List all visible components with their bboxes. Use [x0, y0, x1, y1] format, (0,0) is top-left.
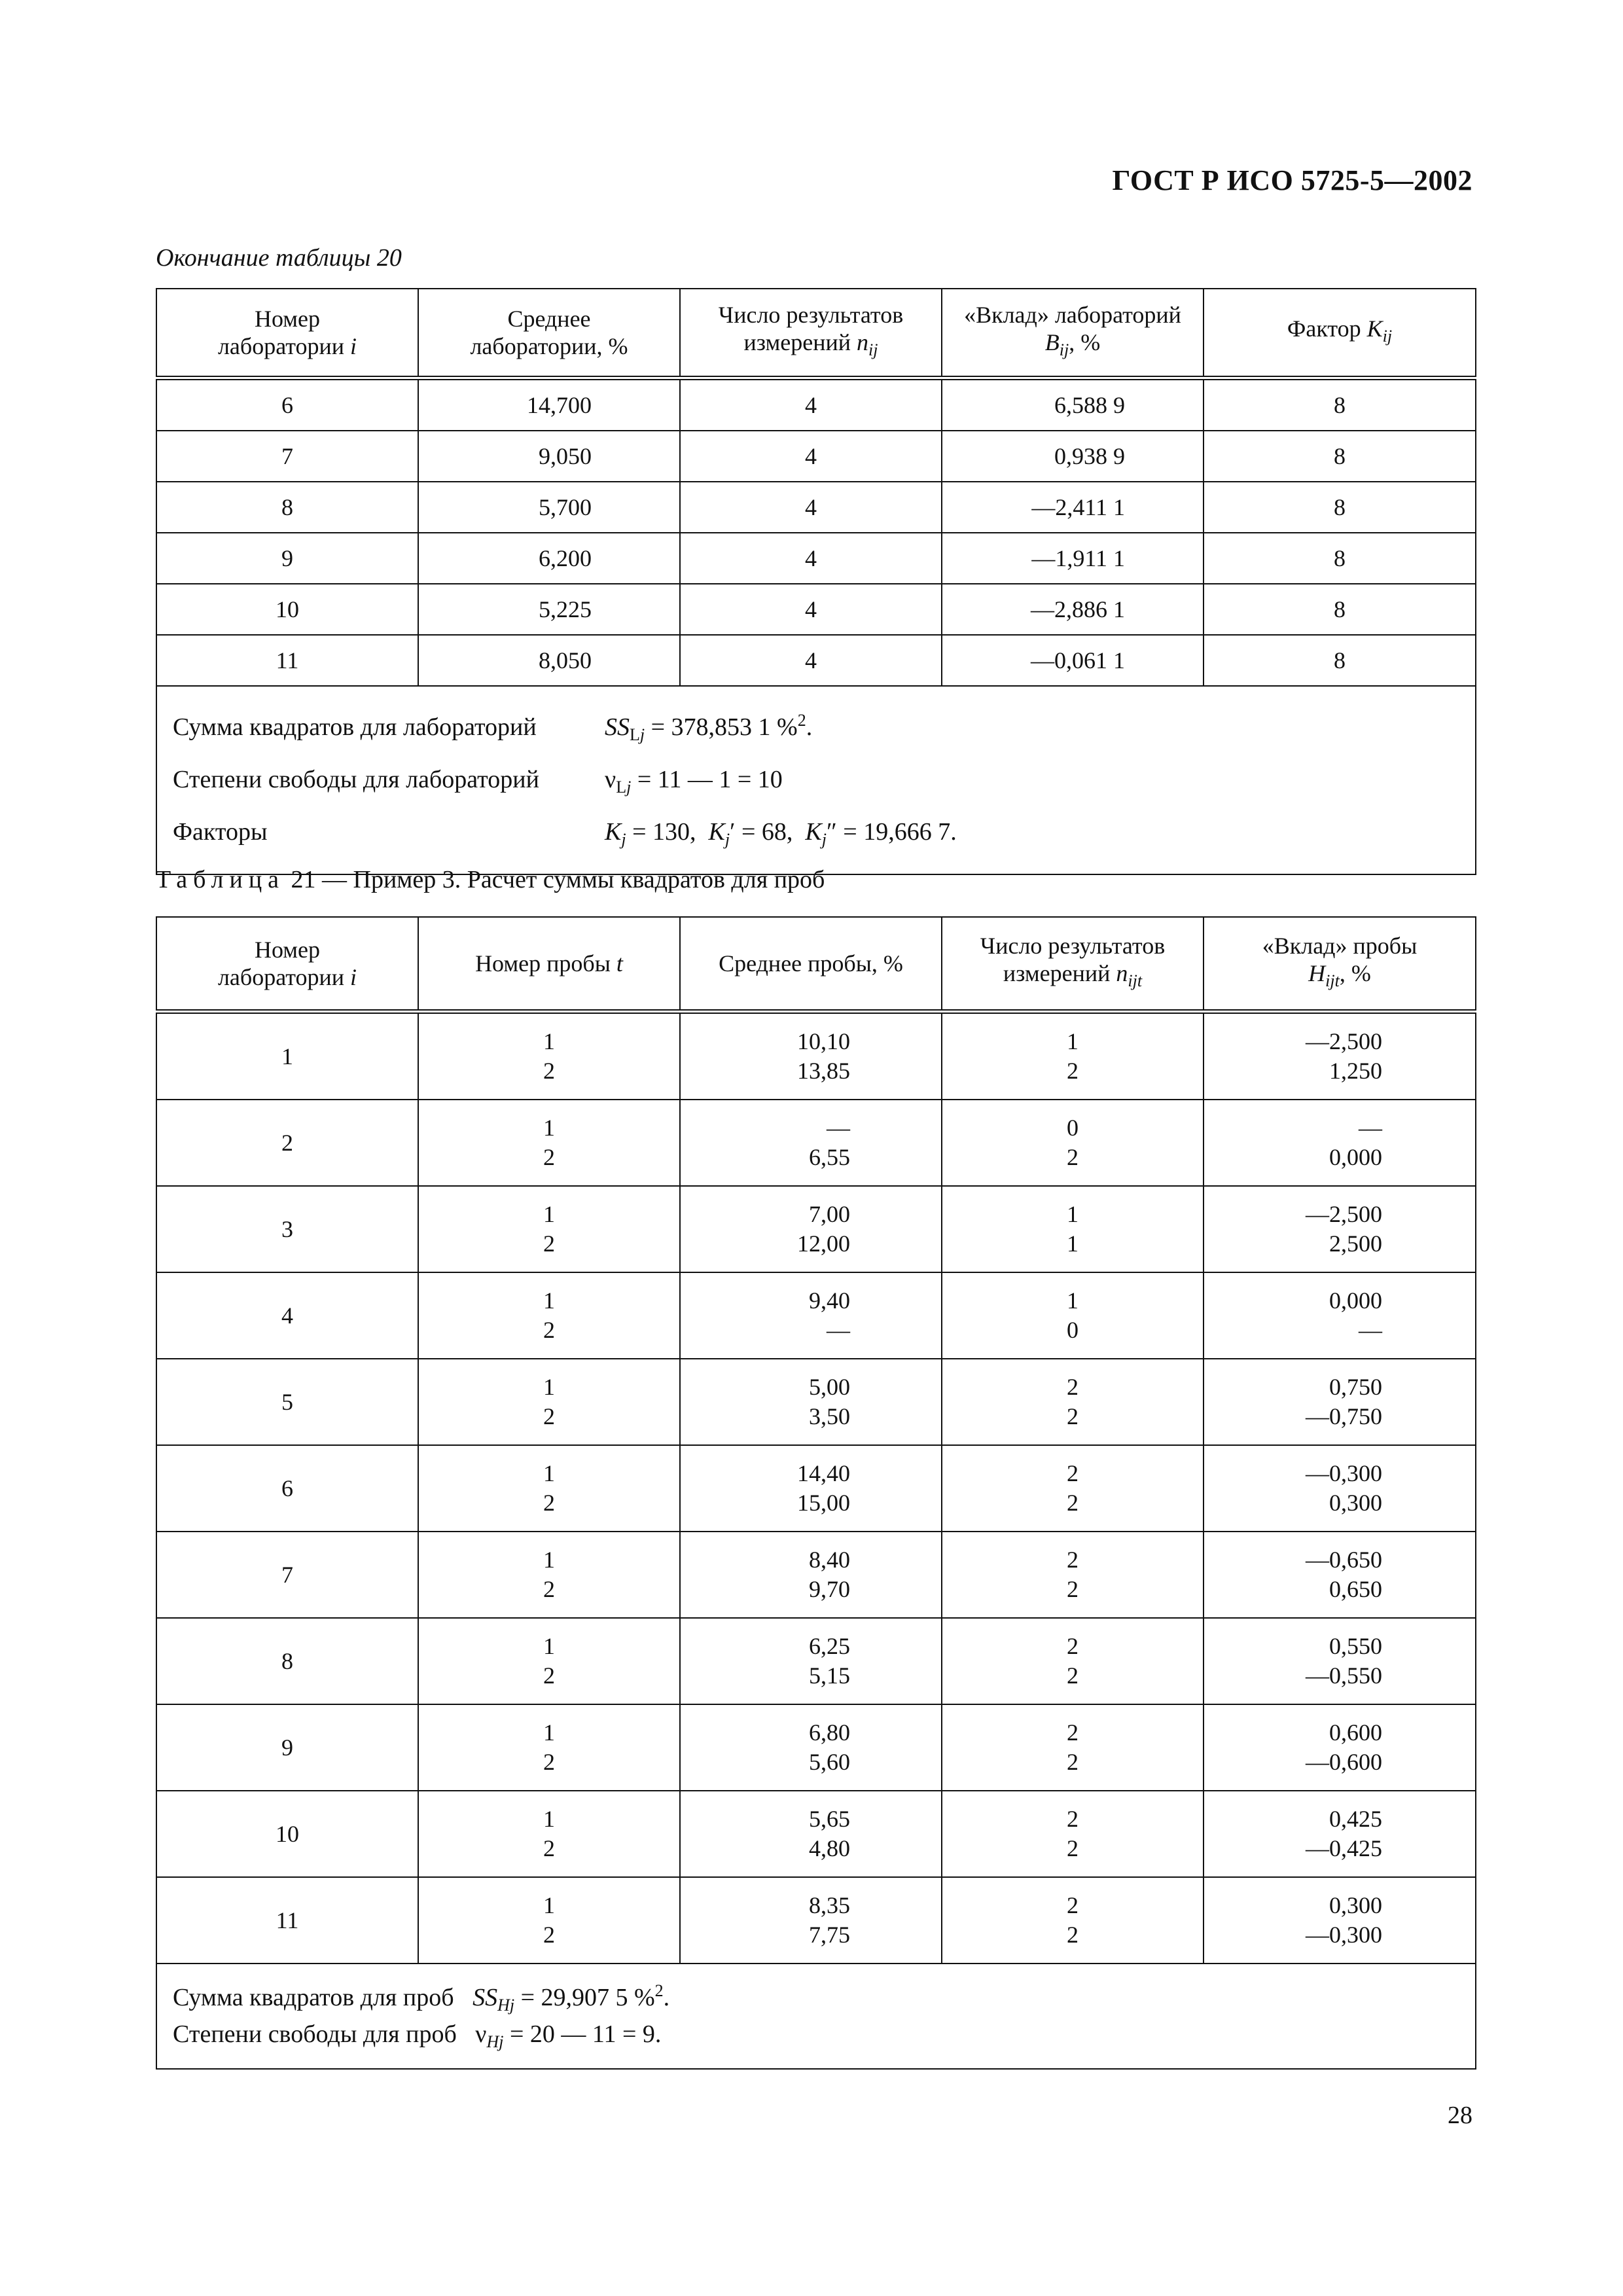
count-cell: 4: [680, 635, 942, 686]
contribution-cell: —2,411 1: [942, 482, 1204, 533]
table21-header-row: [156, 917, 1476, 1012]
sample-mean-cell: 5,00 3,50: [680, 1359, 942, 1445]
contribution-cell: 0,550 —0,550: [1204, 1618, 1476, 1704]
lab-cell: 7: [156, 1532, 418, 1618]
lab-cell: 1: [156, 1012, 418, 1100]
factors-line: Факторы $K_j = 130$, $K_j' = 68$, $K_j'' = 19,666$ 7.: [173, 818, 957, 849]
lab-cell: 6: [156, 378, 418, 431]
table-row: [156, 1704, 1476, 1791]
lab-cell: 10: [156, 1791, 418, 1877]
sample-number-cell: 1 2: [418, 1532, 680, 1618]
count-cell: 2 2: [942, 1359, 1204, 1445]
table-row: [156, 584, 1476, 635]
col-result-count: Число результатов измерений $n_{ijt}$: [942, 917, 1204, 1012]
col-sample-mean: Среднее пробы, %: [680, 917, 942, 1012]
table-row: [156, 1012, 1476, 1100]
count-cell: 2 2: [942, 1618, 1204, 1704]
sample-number-cell: 1 2: [418, 1445, 680, 1532]
sample-number-cell: 1 2: [418, 1359, 680, 1445]
lab-cell: 2: [156, 1100, 418, 1186]
count-cell: 2 2: [942, 1445, 1204, 1532]
col-factor: Фактор $K_{ij}$: [1204, 289, 1476, 378]
lab-cell: 9: [156, 1704, 418, 1791]
mean-cell: 9,050: [418, 431, 680, 482]
contribution-cell: 0,000 —: [1204, 1272, 1476, 1359]
table-row: [156, 1791, 1476, 1877]
contribution-cell: 0,300 —0,300: [1204, 1877, 1476, 1964]
mean-cell: 14,700: [418, 378, 680, 431]
sample-number-cell: 1 2: [418, 1272, 680, 1359]
lab-cell: 7: [156, 431, 418, 482]
contribution-cell: 6,588 9: [942, 378, 1204, 431]
lab-cell: 11: [156, 1877, 418, 1964]
document-code-header: ГОСТ Р ИСО 5725-5—2002: [1112, 164, 1472, 196]
contribution-cell: —1,911 1: [942, 533, 1204, 584]
table20-summary: [156, 686, 1476, 874]
lab-cell: 10: [156, 584, 418, 635]
col-result-count: Число результатов измерений $n_{ij}$: [680, 289, 942, 378]
table21-summary-row: [156, 1964, 1476, 2069]
count-cell: 4: [680, 482, 942, 533]
count-cell: 4: [680, 431, 942, 482]
sum-of-squares-line: Сумма квадратов для проб $SS_{Hj} = 29,907$ 5 %$^2$.: [173, 1981, 670, 2015]
sample-number-cell: 1 2: [418, 1618, 680, 1704]
mean-cell: 8,050: [418, 635, 680, 686]
contribution-cell: 0,938 9: [942, 431, 1204, 482]
col-sample-number: Номер пробы t: [418, 917, 680, 1012]
sample-number-cell: 1 2: [418, 1100, 680, 1186]
sample-mean-cell: 5,65 4,80: [680, 1791, 942, 1877]
table-row: [156, 1272, 1476, 1359]
count-cell: 4: [680, 584, 942, 635]
lab-cell: 6: [156, 1445, 418, 1532]
mean-cell: 5,225: [418, 584, 680, 635]
contribution-cell: —2,500 1,250: [1204, 1012, 1476, 1100]
table21-caption: Таблица 21 — Пример 3. Расчет суммы квадратов для проб: [156, 866, 825, 893]
factor-cell: 8: [1204, 584, 1476, 635]
lab-cell: 9: [156, 533, 418, 584]
sample-mean-cell: — 6,55: [680, 1100, 942, 1186]
count-cell: 1 1: [942, 1186, 1204, 1272]
count-cell: 1 0: [942, 1272, 1204, 1359]
count-cell: 2 2: [942, 1532, 1204, 1618]
sample-number-cell: 1 2: [418, 1877, 680, 1964]
contribution-cell: —2,886 1: [942, 584, 1204, 635]
lab-cell: 5: [156, 1359, 418, 1445]
contribution-cell: 0,600 —0,600: [1204, 1704, 1476, 1791]
sample-mean-cell: 10,10 13,85: [680, 1012, 942, 1100]
factor-cell: 8: [1204, 482, 1476, 533]
sample-number-cell: 1 2: [418, 1186, 680, 1272]
col-lab-contribution: «Вклад» лабораторий $B_{ij}$, %: [942, 289, 1204, 378]
table20-summary-row: [156, 686, 1476, 874]
page-number: 28: [1448, 2102, 1472, 2129]
lab-cell: 3: [156, 1186, 418, 1272]
table-row: [156, 1359, 1476, 1445]
contribution-cell: —0,061 1: [942, 635, 1204, 686]
lab-cell: 8: [156, 482, 418, 533]
contribution-cell: 0,750 —0,750: [1204, 1359, 1476, 1445]
table-row: [156, 1877, 1476, 1964]
mean-cell: 5,700: [418, 482, 680, 533]
table-row: [156, 635, 1476, 686]
sample-mean-cell: 8,40 9,70: [680, 1532, 942, 1618]
lab-cell: 4: [156, 1272, 418, 1359]
factor-cell: 8: [1204, 533, 1476, 584]
table-row: [156, 1618, 1476, 1704]
table20-caption: Окончание таблицы 20: [156, 244, 402, 272]
count-cell: 1 2: [942, 1012, 1204, 1100]
table-row: [156, 533, 1476, 584]
table21-summary: [156, 1964, 1476, 2069]
table-row: [156, 1445, 1476, 1532]
lab-cell: 11: [156, 635, 418, 686]
table-21: [156, 916, 1476, 2070]
count-cell: 2 2: [942, 1877, 1204, 1964]
sample-mean-cell: 6,80 5,60: [680, 1704, 942, 1791]
factor-cell: 8: [1204, 431, 1476, 482]
col-sample-contribution: «Вклад» пробы $H_{ijt}$, %: [1204, 917, 1476, 1012]
sample-number-cell: 1 2: [418, 1704, 680, 1791]
contribution-cell: — 0,000: [1204, 1100, 1476, 1186]
table20-header-row: [156, 289, 1476, 378]
sum-of-squares-line: Сумма квадратов для лабораторий $SS_{Lj} = 378,853$ 1 %$^2$.: [173, 711, 813, 744]
lab-cell: 8: [156, 1618, 418, 1704]
sample-number-cell: 1 2: [418, 1791, 680, 1877]
count-cell: 2 2: [942, 1791, 1204, 1877]
table-20: [156, 288, 1476, 875]
table-row: [156, 1186, 1476, 1272]
sample-mean-cell: 6,25 5,15: [680, 1618, 942, 1704]
sample-mean-cell: 14,40 15,00: [680, 1445, 942, 1532]
factor-cell: 8: [1204, 635, 1476, 686]
table-row: [156, 1532, 1476, 1618]
count-cell: 4: [680, 378, 942, 431]
contribution-cell: —0,300 0,300: [1204, 1445, 1476, 1532]
count-cell: 0 2: [942, 1100, 1204, 1186]
degrees-of-freedom-line: Степени свободы для проб $\nu_{Hj} = 20$ — 11 = 9.: [173, 2020, 662, 2051]
col-lab-mean: Среднее лаборатории, %: [418, 289, 680, 378]
count-cell: 2 2: [942, 1704, 1204, 1791]
table-row: [156, 482, 1476, 533]
table-row: [156, 378, 1476, 431]
table-row: [156, 431, 1476, 482]
table-row: [156, 1100, 1476, 1186]
degrees-of-freedom-line: Степени свободы для лабораторий $\nu_{Lj} = 11$ — 1 = 10: [173, 766, 783, 797]
sample-number-cell: 1 2: [418, 1012, 680, 1100]
contribution-cell: 0,425 —0,425: [1204, 1791, 1476, 1877]
col-lab-number: Номер лаборатории i: [156, 917, 418, 1012]
sample-mean-cell: 7,00 12,00: [680, 1186, 942, 1272]
col-lab-number: Номер лаборатории i: [156, 289, 418, 378]
factor-cell: 8: [1204, 378, 1476, 431]
contribution-cell: —2,500 2,500: [1204, 1186, 1476, 1272]
sample-mean-cell: 9,40 —: [680, 1272, 942, 1359]
sample-mean-cell: 8,35 7,75: [680, 1877, 942, 1964]
contribution-cell: —0,650 0,650: [1204, 1532, 1476, 1618]
mean-cell: 6,200: [418, 533, 680, 584]
count-cell: 4: [680, 533, 942, 584]
